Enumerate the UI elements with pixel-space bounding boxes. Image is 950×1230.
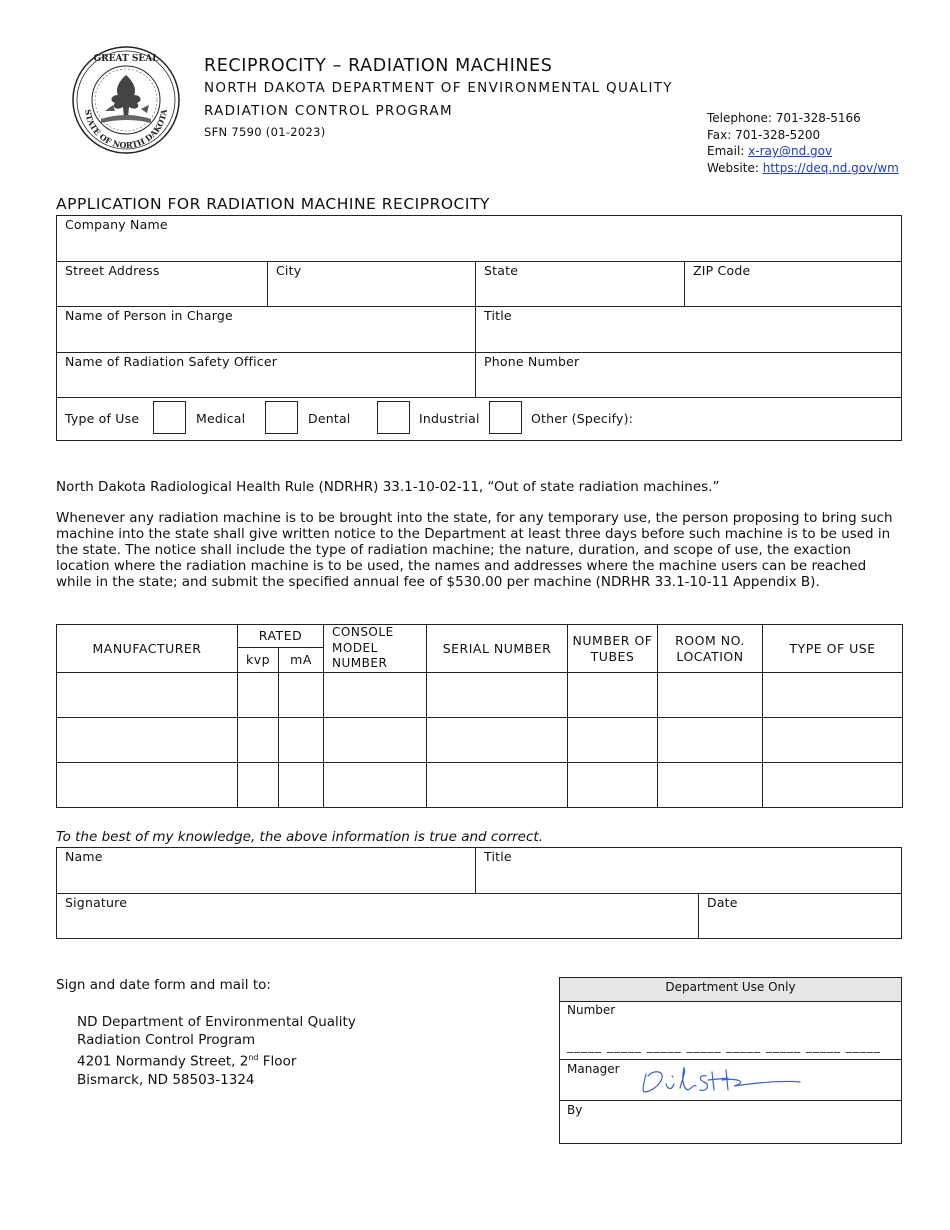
- medical-label: Medical: [196, 411, 246, 426]
- table-cell[interactable]: [427, 718, 568, 763]
- address-line-4: Bismarck, ND 58503-1324: [77, 1071, 255, 1088]
- email-line: Email: x-ray@nd.gov: [707, 144, 833, 158]
- table-cell[interactable]: [568, 718, 658, 763]
- zip-field[interactable]: ZIP Code: [685, 262, 901, 307]
- dental-label: Dental: [308, 411, 351, 426]
- dept-by-field: By: [567, 1103, 583, 1117]
- date-field[interactable]: Date: [707, 895, 738, 910]
- address-line-3: 4201 Normandy Street, 2nd Floor: [77, 1053, 297, 1070]
- phone-number-field[interactable]: Phone Number: [476, 353, 901, 398]
- room-location-header: ROOM NO. LOCATION: [658, 625, 763, 673]
- table-cell[interactable]: [324, 673, 427, 718]
- other-checkbox[interactable]: [489, 401, 522, 434]
- cert-name-field[interactable]: Name: [57, 848, 476, 894]
- mail-instruction: Sign and date form and mail to:: [56, 977, 271, 993]
- program-name: RADIATION CONTROL PROGRAM: [204, 103, 453, 119]
- table-cell[interactable]: [324, 763, 427, 808]
- table-cell[interactable]: [763, 673, 903, 718]
- contact-block: [707, 110, 899, 176]
- table-cell[interactable]: [238, 718, 279, 763]
- table-cell[interactable]: [57, 763, 238, 808]
- other-label: Other (Specify):: [531, 411, 634, 426]
- rso-name-field[interactable]: Name of Radiation Safety Officer: [57, 353, 476, 398]
- address-line-1: ND Department of Environmental Quality: [77, 1014, 356, 1030]
- mailing-address: [77, 1013, 356, 1089]
- ma-header: mA: [279, 648, 324, 673]
- state-field[interactable]: State: [476, 262, 685, 307]
- number-of-tubes-header: NUMBER OF TUBES: [568, 625, 658, 673]
- table-cell[interactable]: [427, 763, 568, 808]
- console-model-header: CONSOLE MODEL NUMBER: [324, 625, 427, 673]
- serial-number-header: SERIAL NUMBER: [427, 625, 568, 673]
- machine-table: [56, 624, 903, 808]
- medical-checkbox[interactable]: [153, 401, 186, 434]
- table-cell[interactable]: [763, 718, 903, 763]
- table-row: [57, 673, 903, 718]
- table-row: [57, 763, 903, 808]
- table-cell[interactable]: [279, 673, 324, 718]
- title-field[interactable]: Title: [476, 307, 901, 353]
- certification-form: [56, 847, 902, 939]
- application-form: [56, 215, 902, 441]
- rule-heading: North Dakota Radiological Health Rule (NDRHR) 33.1-10-02-11, “Out of state radiation machines.”: [56, 479, 720, 495]
- application-title: APPLICATION FOR RADIATION MACHINE RECIPROCITY: [56, 195, 490, 213]
- table-cell[interactable]: [324, 718, 427, 763]
- rated-header: RATED: [238, 625, 324, 648]
- number-blanks: _____ _____ _____ _____ _____ _____ _____ _____: [567, 1039, 881, 1053]
- table-cell[interactable]: [279, 718, 324, 763]
- type-of-use-row: [57, 398, 901, 440]
- website-link[interactable]: https://deq.nd.gov/wm: [762, 160, 899, 175]
- dept-number-field: Number _____ _____ _____ _____ _____ _____ _____ _____: [560, 1001, 901, 1060]
- svg-text:STATE OF NORTH DAKOTA: STATE OF NORTH DAKOTA: [83, 108, 170, 151]
- person-in-charge-field[interactable]: Name of Person in Charge: [57, 307, 476, 353]
- street-address-field[interactable]: Street Address: [57, 262, 268, 307]
- manufacturer-header: MANUFACTURER: [57, 625, 238, 673]
- table-row: [57, 718, 903, 763]
- signature-field[interactable]: Signature: [57, 894, 699, 938]
- industrial-label: Industrial: [419, 411, 480, 426]
- telephone: Telephone: 701-328-5166: [707, 111, 861, 125]
- table-cell[interactable]: [658, 673, 763, 718]
- table-cell[interactable]: [568, 673, 658, 718]
- manager-signature-icon: [638, 1062, 808, 1098]
- fax: Fax: 701-328-5200: [707, 127, 821, 142]
- company-name-field[interactable]: Company Name: [57, 216, 901, 262]
- table-cell[interactable]: [57, 718, 238, 763]
- table-cell[interactable]: [57, 673, 238, 718]
- department-use-header: Department Use Only: [560, 978, 901, 1002]
- table-cell[interactable]: [658, 718, 763, 763]
- table-cell[interactable]: [238, 763, 279, 808]
- address-line-2: Radiation Control Program: [77, 1032, 256, 1048]
- svg-text:GREAT SEAL: GREAT SEAL: [93, 54, 159, 64]
- rule-paragraph: Whenever any radiation machine is to be brought into the state, for any temporary use, the person proposing to bring such machine into the state shall give written notice to the Department at least three days before such machine is to be used in the state. The notice shall include the type of radiation machine; the nature, duration, and scope of use, the exaction location where the radiation machine is to be used, the names and addresses where the machine users can be reached while in the state; and submit the specified annual fee of $530.00 per machine (NDRHR 33.1-10-11 Appendix B).: [56, 510, 893, 590]
- dental-checkbox[interactable]: [265, 401, 298, 434]
- table-cell[interactable]: [238, 673, 279, 718]
- kvp-header: kvp: [238, 648, 279, 673]
- type-of-use-label: Type of Use: [65, 411, 140, 426]
- cert-title-field[interactable]: Title: [476, 848, 901, 894]
- form-id: SFN 7590 (01-2023): [204, 125, 326, 139]
- table-cell[interactable]: [658, 763, 763, 808]
- great-seal-icon: [71, 45, 181, 155]
- department-use-box: [559, 977, 902, 1144]
- industrial-checkbox[interactable]: [377, 401, 410, 434]
- department-name: NORTH DAKOTA DEPARTMENT OF ENVIRONMENTAL QUALITY: [204, 80, 673, 96]
- table-cell[interactable]: [568, 763, 658, 808]
- city-field[interactable]: City: [268, 262, 476, 307]
- table-cell[interactable]: [427, 673, 568, 718]
- table-cell[interactable]: [279, 763, 324, 808]
- email-link[interactable]: x-ray@nd.gov: [748, 144, 833, 158]
- table-cell[interactable]: [763, 763, 903, 808]
- website-line: Website: https://deq.nd.gov/wm: [707, 160, 899, 175]
- dept-manager-field: Manager: [560, 1060, 901, 1101]
- form-title: RECIPROCITY – RADIATION MACHINES: [204, 56, 553, 76]
- type-of-use-header: TYPE OF USE: [763, 625, 903, 673]
- certification-statement: To the best of my knowledge, the above information is true and correct.: [56, 829, 543, 845]
